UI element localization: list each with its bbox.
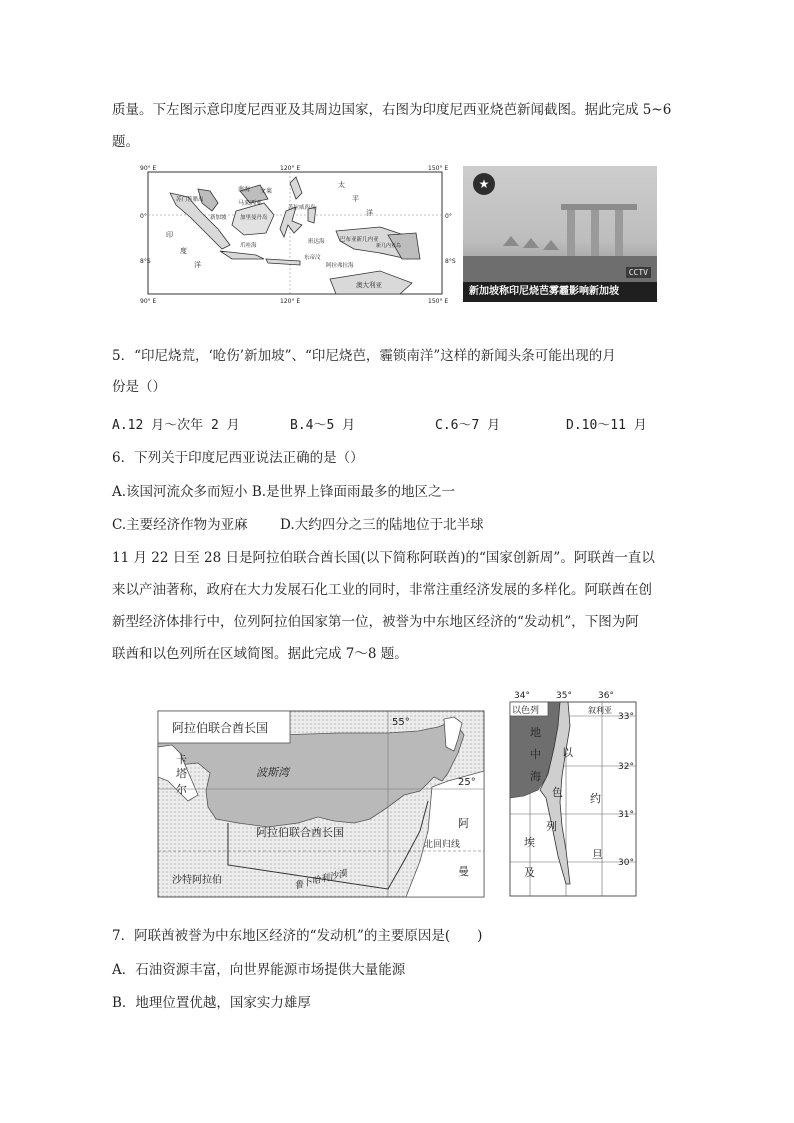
lat-30-label: 30° (618, 858, 634, 868)
skyline-silhouette (463, 166, 657, 282)
lon-label: 150° E (428, 298, 449, 305)
news-caption: 新加坡称印尼烧芭雾霾影响新加坡 (463, 282, 657, 302)
place-label: 印 (166, 231, 173, 239)
passage-line-2: 来以产油著称，政府在大力发展石化工业的同时，非常注重经济发展的多样化。阿联酋在创 (112, 582, 652, 598)
lat-32-label: 32° (618, 762, 634, 772)
place-label: 加里曼丹岛 (240, 215, 268, 221)
lat-label: 8°S (140, 258, 151, 265)
place-label: 爪哇海 (240, 243, 257, 249)
israel-map (500, 686, 646, 898)
intro-line-2: 题。 (112, 134, 139, 150)
lon-label: 90° E (140, 298, 157, 305)
qatar-label: 卡 (176, 753, 187, 766)
israel-label: 以 (562, 746, 573, 759)
uae-label: 阿拉伯联合酋长国 (256, 826, 344, 839)
passage-line-3: 新型经济体排行中，位列阿拉伯国家第一位，被誉为中东地区经济的“发动机”，下图为阿 (112, 614, 639, 630)
q7-option-b: B．地理位置优越，国家实力雄厚 (112, 995, 311, 1011)
jordan-label: 旦 (592, 848, 603, 861)
place-label: 文莱 (260, 188, 273, 195)
indonesia-map (140, 163, 456, 305)
place-label: 巴布亚新几内亚 (340, 237, 379, 243)
q6-option-d: D.大约四分之三的陆地位于北半球 (280, 517, 484, 533)
israel-label: 色 (552, 786, 563, 799)
q5-stem-1: 5．“印尼烧荒，‘呛伤’新加坡”、“印尼烧芭，霾锁南洋”这样的新闻头条可能出现的月 (112, 348, 616, 364)
desert-label: 鲁卜哈利沙漠 (293, 868, 349, 892)
qatar-label: 塔 (176, 767, 187, 780)
place-label: 苏拉威西岛 (288, 205, 316, 211)
place-label: 苏门答腊岛 (176, 197, 204, 203)
tropic-label: 北回归线 (424, 840, 461, 850)
med-label: 中 (530, 748, 541, 761)
channel-tag: CCTV (626, 267, 651, 278)
passage-line-4: 联酋和以色列所在区域简图。据此完成 7～8 题。 (112, 646, 408, 662)
place-label: 澳大利亚 (356, 281, 382, 289)
egypt-label: 埃 (524, 836, 535, 849)
q6-option-c: C.主要经济作物为亚麻 (112, 517, 248, 533)
uae-map-title: 阿拉伯联合酋长国 (172, 721, 269, 735)
news-logo: ★ (473, 173, 495, 195)
q5-option-a: A.12 月～次年 2 月 (112, 418, 240, 433)
intro-line-1: 质量。下左图示意印度尼西亚及其周边国家，右图为印度尼西亚烧芭新闻截图。据此完成 5~6 (112, 102, 672, 118)
lat-label: 0° (140, 213, 147, 220)
place-label: 度 (180, 247, 187, 255)
news-screenshot (463, 166, 657, 302)
lat-33-label: 33° (618, 712, 634, 722)
lat-31-label: 31° (618, 810, 634, 820)
place-label: 新加坡 (210, 215, 227, 221)
place-label: 太 (338, 181, 345, 189)
oman-label: 阿 (458, 817, 469, 830)
jordan-label: 约 (590, 792, 601, 805)
place-label: 班达海 (308, 239, 325, 245)
place-label: 新几内亚岛 (376, 243, 402, 249)
q5-option-b: B.4～5 月 (290, 418, 356, 433)
gulf-label: 波斯湾 (256, 766, 289, 779)
q6-option-ab: A.该国河流众多而短小 B.是世界上锋面雨最多的地区之一 (112, 484, 456, 500)
place-label: 东帝汶 (304, 255, 321, 261)
q5-stem-2: 份是（） (112, 379, 166, 395)
lon-label: 90° E (140, 165, 157, 172)
q5-option-c: C.6～7 月 (435, 418, 501, 433)
lon-label: 120° E (280, 298, 301, 305)
passage-line-1: 11 月 22 日至 28 日是阿拉伯联合酋长国(以下简称阿联酋)的“国家创新周”。阿联酋一直以 (112, 550, 655, 566)
place-label: 平 (352, 195, 359, 203)
q7-stem: 7．阿联酋被誉为中东地区经济的“发动机”的主要原因是( ) (112, 928, 483, 944)
place-label: 洋 (366, 209, 373, 217)
syria-label: 叙利亚 (588, 706, 612, 715)
lon-label: 120° E (280, 165, 301, 172)
uae-map (158, 711, 484, 897)
lon-label: 150° E (428, 165, 449, 172)
israel-label: 列 (546, 820, 557, 833)
place-label: 洋 (194, 261, 201, 269)
place-label: 阿拉弗拉海 (326, 263, 354, 269)
place-label: 南海 (238, 186, 251, 193)
lon-36-label: 36° (598, 691, 614, 701)
q6-stem: 6．下列关于印度尼西亚说法正确的是（） (112, 450, 364, 466)
lon-34-label: 34° (514, 691, 530, 701)
med-label: 地 (530, 726, 541, 739)
oman-label: 曼 (458, 865, 469, 878)
saudi-label: 沙特阿拉伯 (172, 875, 222, 886)
med-label: 海 (530, 770, 541, 783)
qatar-label: 尔 (176, 783, 187, 796)
egypt-label: 及 (524, 866, 535, 879)
lat-label: 0° (445, 213, 452, 220)
q7-option-a: A．石油资源丰富，向世界能源市场提供大量能源 (112, 962, 406, 978)
lat-label: 8°S (445, 258, 456, 265)
place-label: 马来西亚 (238, 200, 263, 207)
lon-35-label: 35° (556, 691, 572, 701)
q5-option-d: D.10～11 月 (566, 418, 647, 433)
israel-box-label: 以色列 (512, 706, 540, 716)
lat-25-label: 25° (458, 777, 476, 788)
lon-55-label: 55° (392, 717, 410, 728)
